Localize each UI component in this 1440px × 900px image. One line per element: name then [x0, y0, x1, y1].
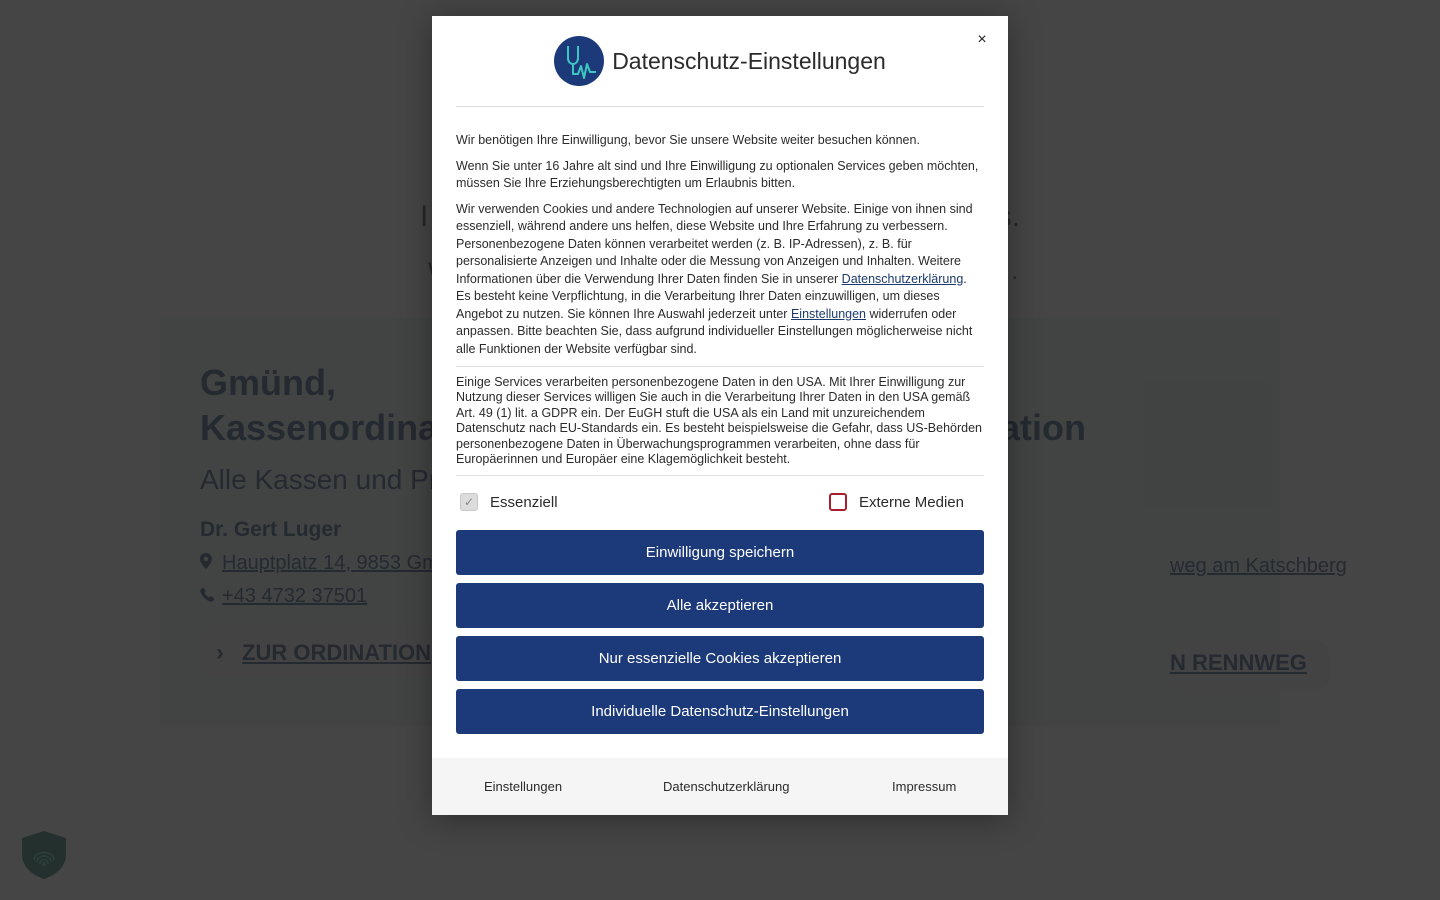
footer-imprint-link[interactable]: Impressum	[892, 779, 957, 794]
divider	[456, 366, 984, 367]
consent-intro-text: Wir benötigen Ihre Einwilligung, bevor Sie unsere Website weiter besuchen können.	[456, 133, 920, 147]
privacy-settings-dialog	[432, 16, 1008, 815]
privacy-policy-link[interactable]: Datenschutzerklärung	[841, 271, 964, 286]
dialog-header	[456, 16, 984, 107]
cookie-info-part2: . Es besteht keine Verpflichtung, in die Verarbeitung Ihrer Daten einzuwilligen, um dieses Angebot zu nutzen. Sie können Ihre Auswahl jederzeit unter	[456, 271, 967, 321]
footer-privacy-link[interactable]: Datenschutzerklärung	[663, 779, 790, 794]
cookie-info-text	[456, 201, 984, 359]
essential-checkbox[interactable]	[460, 493, 558, 511]
dialog-footer	[432, 758, 1008, 815]
dialog-title: Datenschutz-Einstellungen	[612, 47, 886, 74]
close-icon[interactable]: ×	[977, 31, 987, 48]
accept-all-button[interactable]: Alle akzeptieren	[456, 583, 984, 628]
dialog-content	[456, 16, 984, 742]
checkmark-icon: ✓	[460, 493, 478, 511]
save-consent-button[interactable]: Einwilligung speichern	[456, 530, 984, 575]
external-media-label: Externe Medien	[858, 493, 964, 511]
footer-settings-link[interactable]: Einstellungen	[484, 779, 563, 794]
individual-settings-button[interactable]: Individuelle Datenschutz-Einstellungen	[456, 689, 984, 734]
age-notice-text: Wenn Sie unter 16 Jahre alt sind und Ihre Einwilligung zu optionalen Services geben möchten, müssen Sie Ihre Erziehungsberechtigten um Erlaubnis bitten.	[456, 158, 979, 190]
consent-categories	[456, 476, 984, 530]
checkbox-square	[829, 493, 847, 511]
essential-only-button[interactable]: Nur essenzielle Cookies akzeptieren	[456, 636, 984, 681]
stethoscope-logo-icon	[554, 36, 604, 86]
external-media-checkbox[interactable]	[829, 493, 964, 511]
cookie-info-part3: widerrufen oder anpassen. Bitte beachten Sie, dass aufgrund individueller Einstellungen möglicherweise nicht alle Funktionen der Website verfügbar sind.	[456, 306, 973, 356]
usa-data-notice: Einige Services verarbeiten personenbezogene Daten in den USA. Mit Ihrer Einwilligung zur Nutzung dieser Services willigen Sie auch in die Verarbeitung Ihrer Daten in den USA gemäß Art. 49 (1) lit. a GDPR ein. Der EuGH stuft die USA als ein Land mit unzureichendem Datenschutz nach EU-Standards ein. Es besteht beispielsweise die Gefahr, dass US-Behörden personenbezogene Daten in Überwachungsprogrammen verarbeiten, ohne dass für Europäerinnen und Europäer eine Klagemöglichkeit besteht.	[456, 375, 982, 467]
cookie-info-part1: Wir verwenden Cookies und andere Technologien auf unserer Website. Einige von ihnen sind essenziell, während andere uns helfen, diese Website und Ihre Erfahrung zu verbessern. Personenbezogene Daten können verarbeitet werden (z. B. IP-Adressen), z. B. für personalisierte Anzeigen und Inhalte oder die Messung von Anzeigen und Inhalten. Weitere Informationen über die Verwendung Ihrer Daten finden Sie in unserer	[456, 201, 973, 286]
settings-link[interactable]: Einstellungen	[790, 306, 867, 321]
essential-label: Essenziell	[490, 493, 558, 511]
